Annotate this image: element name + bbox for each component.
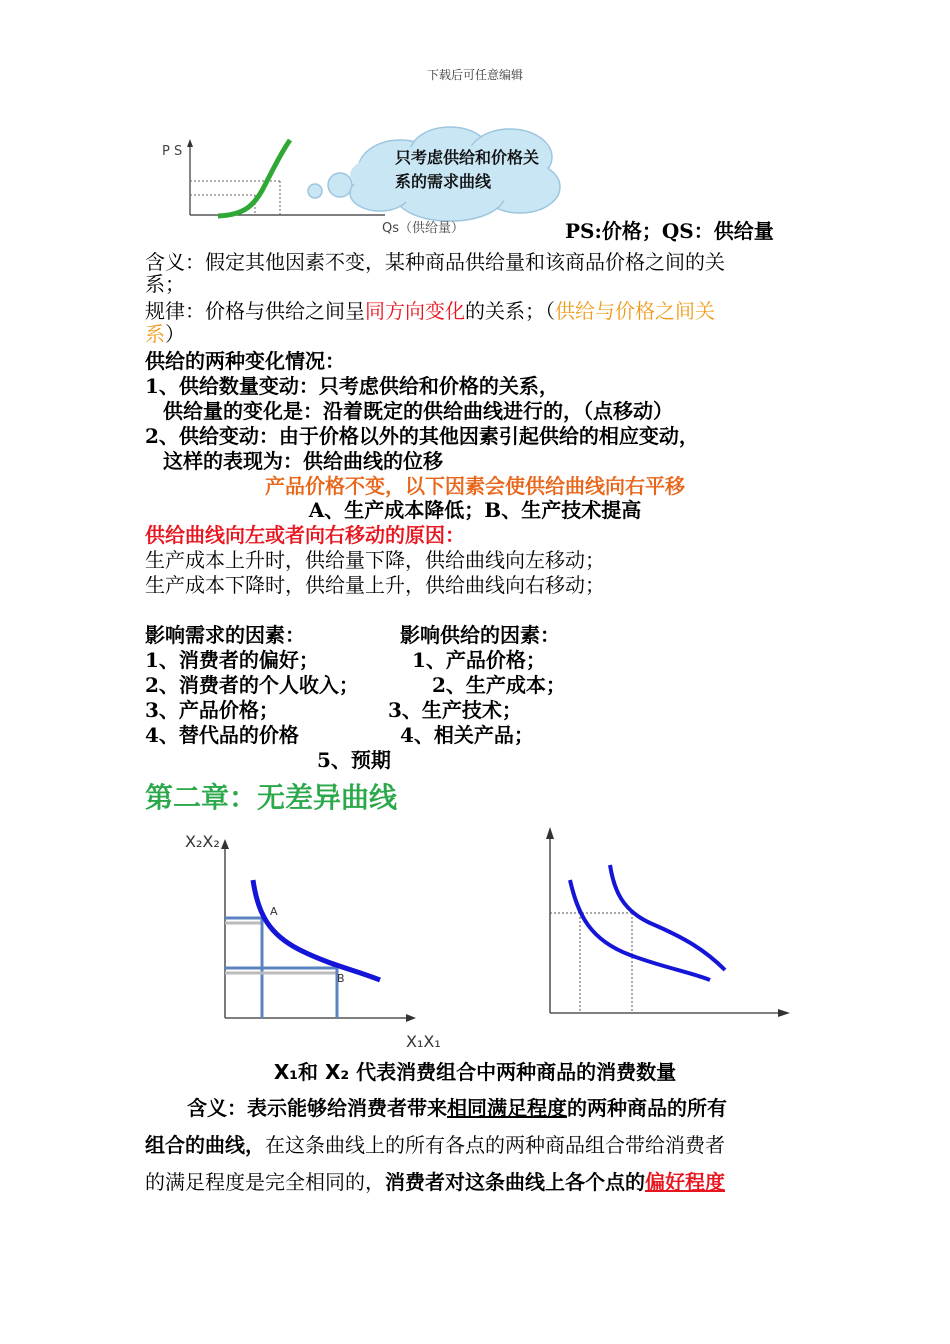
figure-caption: X₁和 X₂ 代表消费组合中两种商品的消费数量 [273, 1060, 677, 1084]
demand-factor-1: 1、消费者的偏好； [145, 648, 319, 672]
para-l1-a: 含义：表示能够给消费者带来 [187, 1096, 447, 1120]
supply-factor-2: 2、生产成本； [432, 673, 566, 697]
reason-2: 生产成本下降时，供给量上升，供给曲线向右移动； [145, 573, 605, 597]
para-line-2 [145, 1127, 810, 1164]
para-line-3 [145, 1164, 810, 1201]
para-l1-underlined: 相同满足程度 [447, 1096, 567, 1120]
supply-factor-3: 3、生产技术； [388, 698, 522, 722]
rule-text-c: 的关系；（ [465, 299, 555, 323]
rule-line [145, 299, 715, 324]
two-changes-title: 供给的两种变化情况： [145, 349, 345, 373]
change-2-detail: 这样的表现为：供给曲线的位移 [163, 449, 443, 473]
para-l1-c: 的两种商品的所有 [567, 1096, 727, 1120]
supply-factor-4: 4、相关产品； [400, 723, 534, 747]
demand-factor-2: 2、消费者的个人收入； [145, 673, 359, 697]
rule-text-e: 系 [145, 322, 165, 346]
demand-factor-4: 4、替代品的价格 [145, 723, 299, 747]
change-1-detail: 供给量的变化是：沿着既定的供给曲线进行的，（点移动） [163, 399, 673, 423]
para-l3-a: 的满足程度是完全相同的， [145, 1170, 385, 1194]
indiff-y-label: X₂X₂ [185, 832, 220, 851]
para-l3-b: 消费者对这条曲线上各个点的 [385, 1170, 645, 1194]
change-2: 2、供给变动：由于价格以外的其他因素引起供给的相应变动， [145, 424, 699, 448]
supply-x-label: Qs（供给量） [382, 221, 465, 236]
para-line-1 [145, 1090, 810, 1127]
rule-text-f: ） [165, 322, 185, 346]
meaning-line-2: 系； [145, 272, 185, 296]
shift-title: 产品价格不变，以下因素会使供给曲线向右平移 [265, 474, 685, 498]
reason-title: 供给曲线向左或者向右移动的原因： [145, 523, 465, 547]
demand-factors-title: 影响需求的因素： [145, 623, 305, 647]
indiff-x-label: X₁X₁ [406, 1032, 441, 1051]
point-b-label: B [337, 972, 345, 985]
meaning-line-1: 含义：假定其他因素不变，某种商品供给量和该商品价格之间的关 [145, 250, 725, 274]
change-1: 1、供给数量变动：只考虑供给和价格的关系， [145, 374, 559, 398]
indifference-curve [253, 880, 380, 980]
definition-paragraph [145, 1090, 810, 1201]
supply-curve-figure [150, 125, 570, 240]
shift-factors: A、生产成本降低；B、生产技术提高 [308, 498, 642, 522]
ps-qs-label: PS:价格；QS：供给量 [565, 219, 774, 243]
supply-curve [218, 140, 290, 216]
rule-line-2 [145, 322, 185, 347]
indifference-curve-figure-left [180, 825, 460, 1055]
rule-text-orange: 供给与价格之间关 [555, 299, 715, 323]
cloud-text-line2: 系的需求曲线 [395, 172, 492, 191]
supply-y-label: P S [162, 144, 183, 159]
para-l3-red: 偏好程度 [645, 1170, 725, 1194]
chapter-title: 第二章：无差异曲线 [145, 781, 398, 814]
demand-factor-3: 3、产品价格； [145, 698, 279, 722]
cloud-text-line1: 只考虑供给和价格关 [395, 148, 540, 167]
para-l2-a: 组合的曲线， [145, 1133, 265, 1157]
indifference-curve-lower [570, 880, 710, 980]
point-a-label: A [270, 905, 278, 918]
supply-factor-5: 5、预期 [317, 748, 391, 772]
rule-text-red: 同方向变化 [365, 299, 465, 323]
para-l2-b: 在这条曲线上的所有各点的两种商品组合带给消费者 [265, 1133, 725, 1157]
rule-text-a: 规律：价格与供给之间呈 [145, 299, 365, 323]
supply-factors-title: 影响供给的因素： [400, 623, 560, 647]
supply-factor-1: 1、产品价格； [412, 648, 546, 672]
page-header: 下载后可任意编辑 [426, 68, 523, 82]
reason-1: 生产成本上升时，供给量下降，供给曲线向左移动； [145, 548, 605, 572]
indifference-curve-figure-right [530, 825, 800, 1025]
